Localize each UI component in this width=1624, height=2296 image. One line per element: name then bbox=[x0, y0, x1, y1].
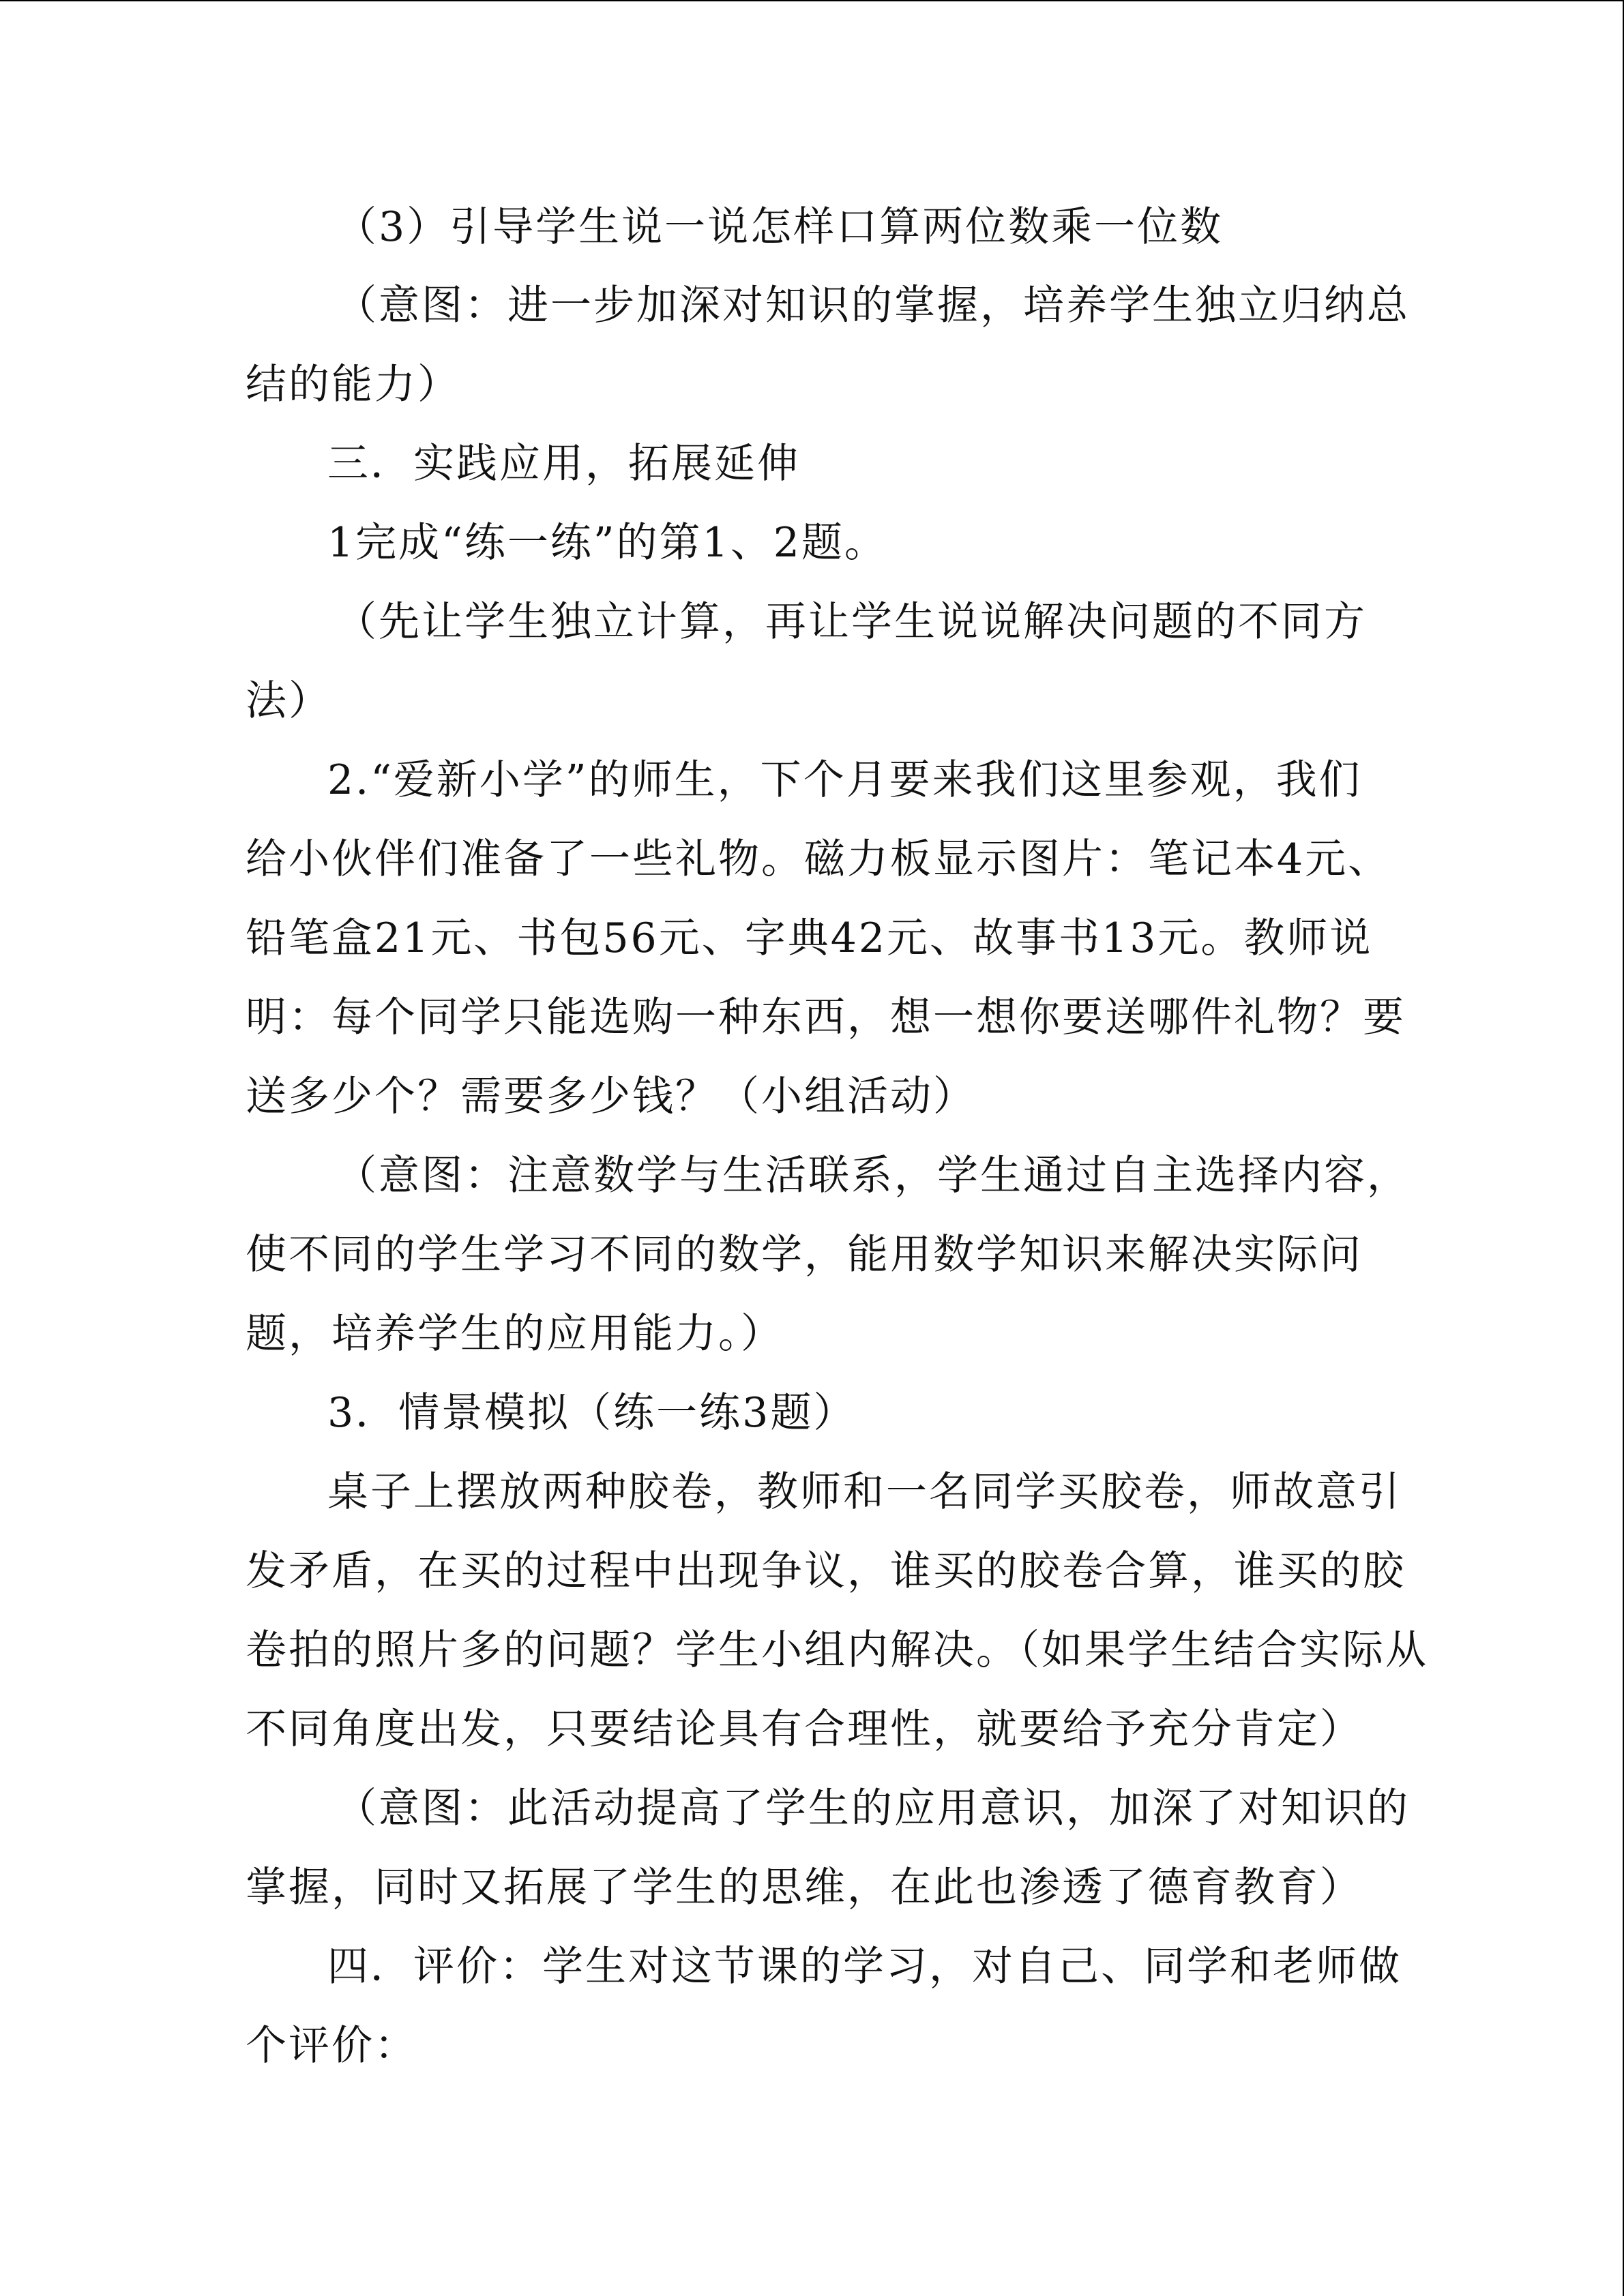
text-line: 个评价： bbox=[246, 2022, 417, 2070]
text-line: （先让学生独立计算，再让学生说说解决问题的不同方 bbox=[336, 598, 1367, 646]
text-line: 1完成“练一练”的第1、2题。 bbox=[327, 519, 887, 567]
text-line: 桌子上摆放两种胶卷，教师和一名同学买胶卷，师故意引 bbox=[327, 1468, 1402, 1516]
text-line: （意图：此活动提高了学生的应用意识，加深了对知识的 bbox=[336, 1785, 1410, 1832]
text-line: 不同角度出发，只要结论具有合理性，就要给予充分肯定） bbox=[246, 1705, 1363, 1753]
section-heading: 四．评价：学生对这节课的学习，对自己、同学和老师做 bbox=[327, 1943, 1402, 1991]
text-line: 使不同的学生学习不同的数学，能用数学知识来解决实际问 bbox=[246, 1231, 1363, 1279]
text-line: 送多少个？需要多少钱？（小组活动） bbox=[246, 1073, 976, 1120]
text-line: 铅笔盒21元、书包56元、字典42元、故事书13元。教师说 bbox=[246, 914, 1373, 962]
text-line: 掌握，同时又拓展了学生的思维，在此也渗透了德育教育） bbox=[246, 1864, 1363, 1911]
section-heading: 三．实践应用，拓展延伸 bbox=[327, 440, 800, 488]
text-line: （3）引导学生说一说怎样口算两位数乘一位数 bbox=[336, 203, 1224, 251]
text-line: （意图：进一步加深对知识的掌握，培养学生独立归纳总 bbox=[336, 282, 1410, 329]
section-heading: 3．情景模拟（练一练3题） bbox=[327, 1389, 857, 1437]
text-line: 明：每个同学只能选购一种东西，想一想你要送哪件礼物？要 bbox=[246, 994, 1406, 1041]
text-line: 卷拍的照片多的问题？学生小组内解决。（如果学生结合实际从 bbox=[246, 1626, 1428, 1674]
text-line: （意图：注意数学与生活联系，学生通过自主选择内容， bbox=[336, 1152, 1410, 1199]
text-line: 发矛盾，在买的过程中出现争议，谁买的胶卷合算，谁买的胶 bbox=[246, 1547, 1406, 1595]
text-line: 题，培养学生的应用能力。） bbox=[246, 1310, 784, 1358]
text-line: 结的能力） bbox=[246, 361, 460, 408]
text-line: 给小伙伴们准备了一些礼物。磁力板显示图片：笔记本4元、 bbox=[246, 835, 1391, 883]
text-line: 2.“爱新小学”的师生，下个月要来我们这里参观，我们 bbox=[327, 756, 1362, 804]
text-line: 法） bbox=[246, 677, 331, 725]
